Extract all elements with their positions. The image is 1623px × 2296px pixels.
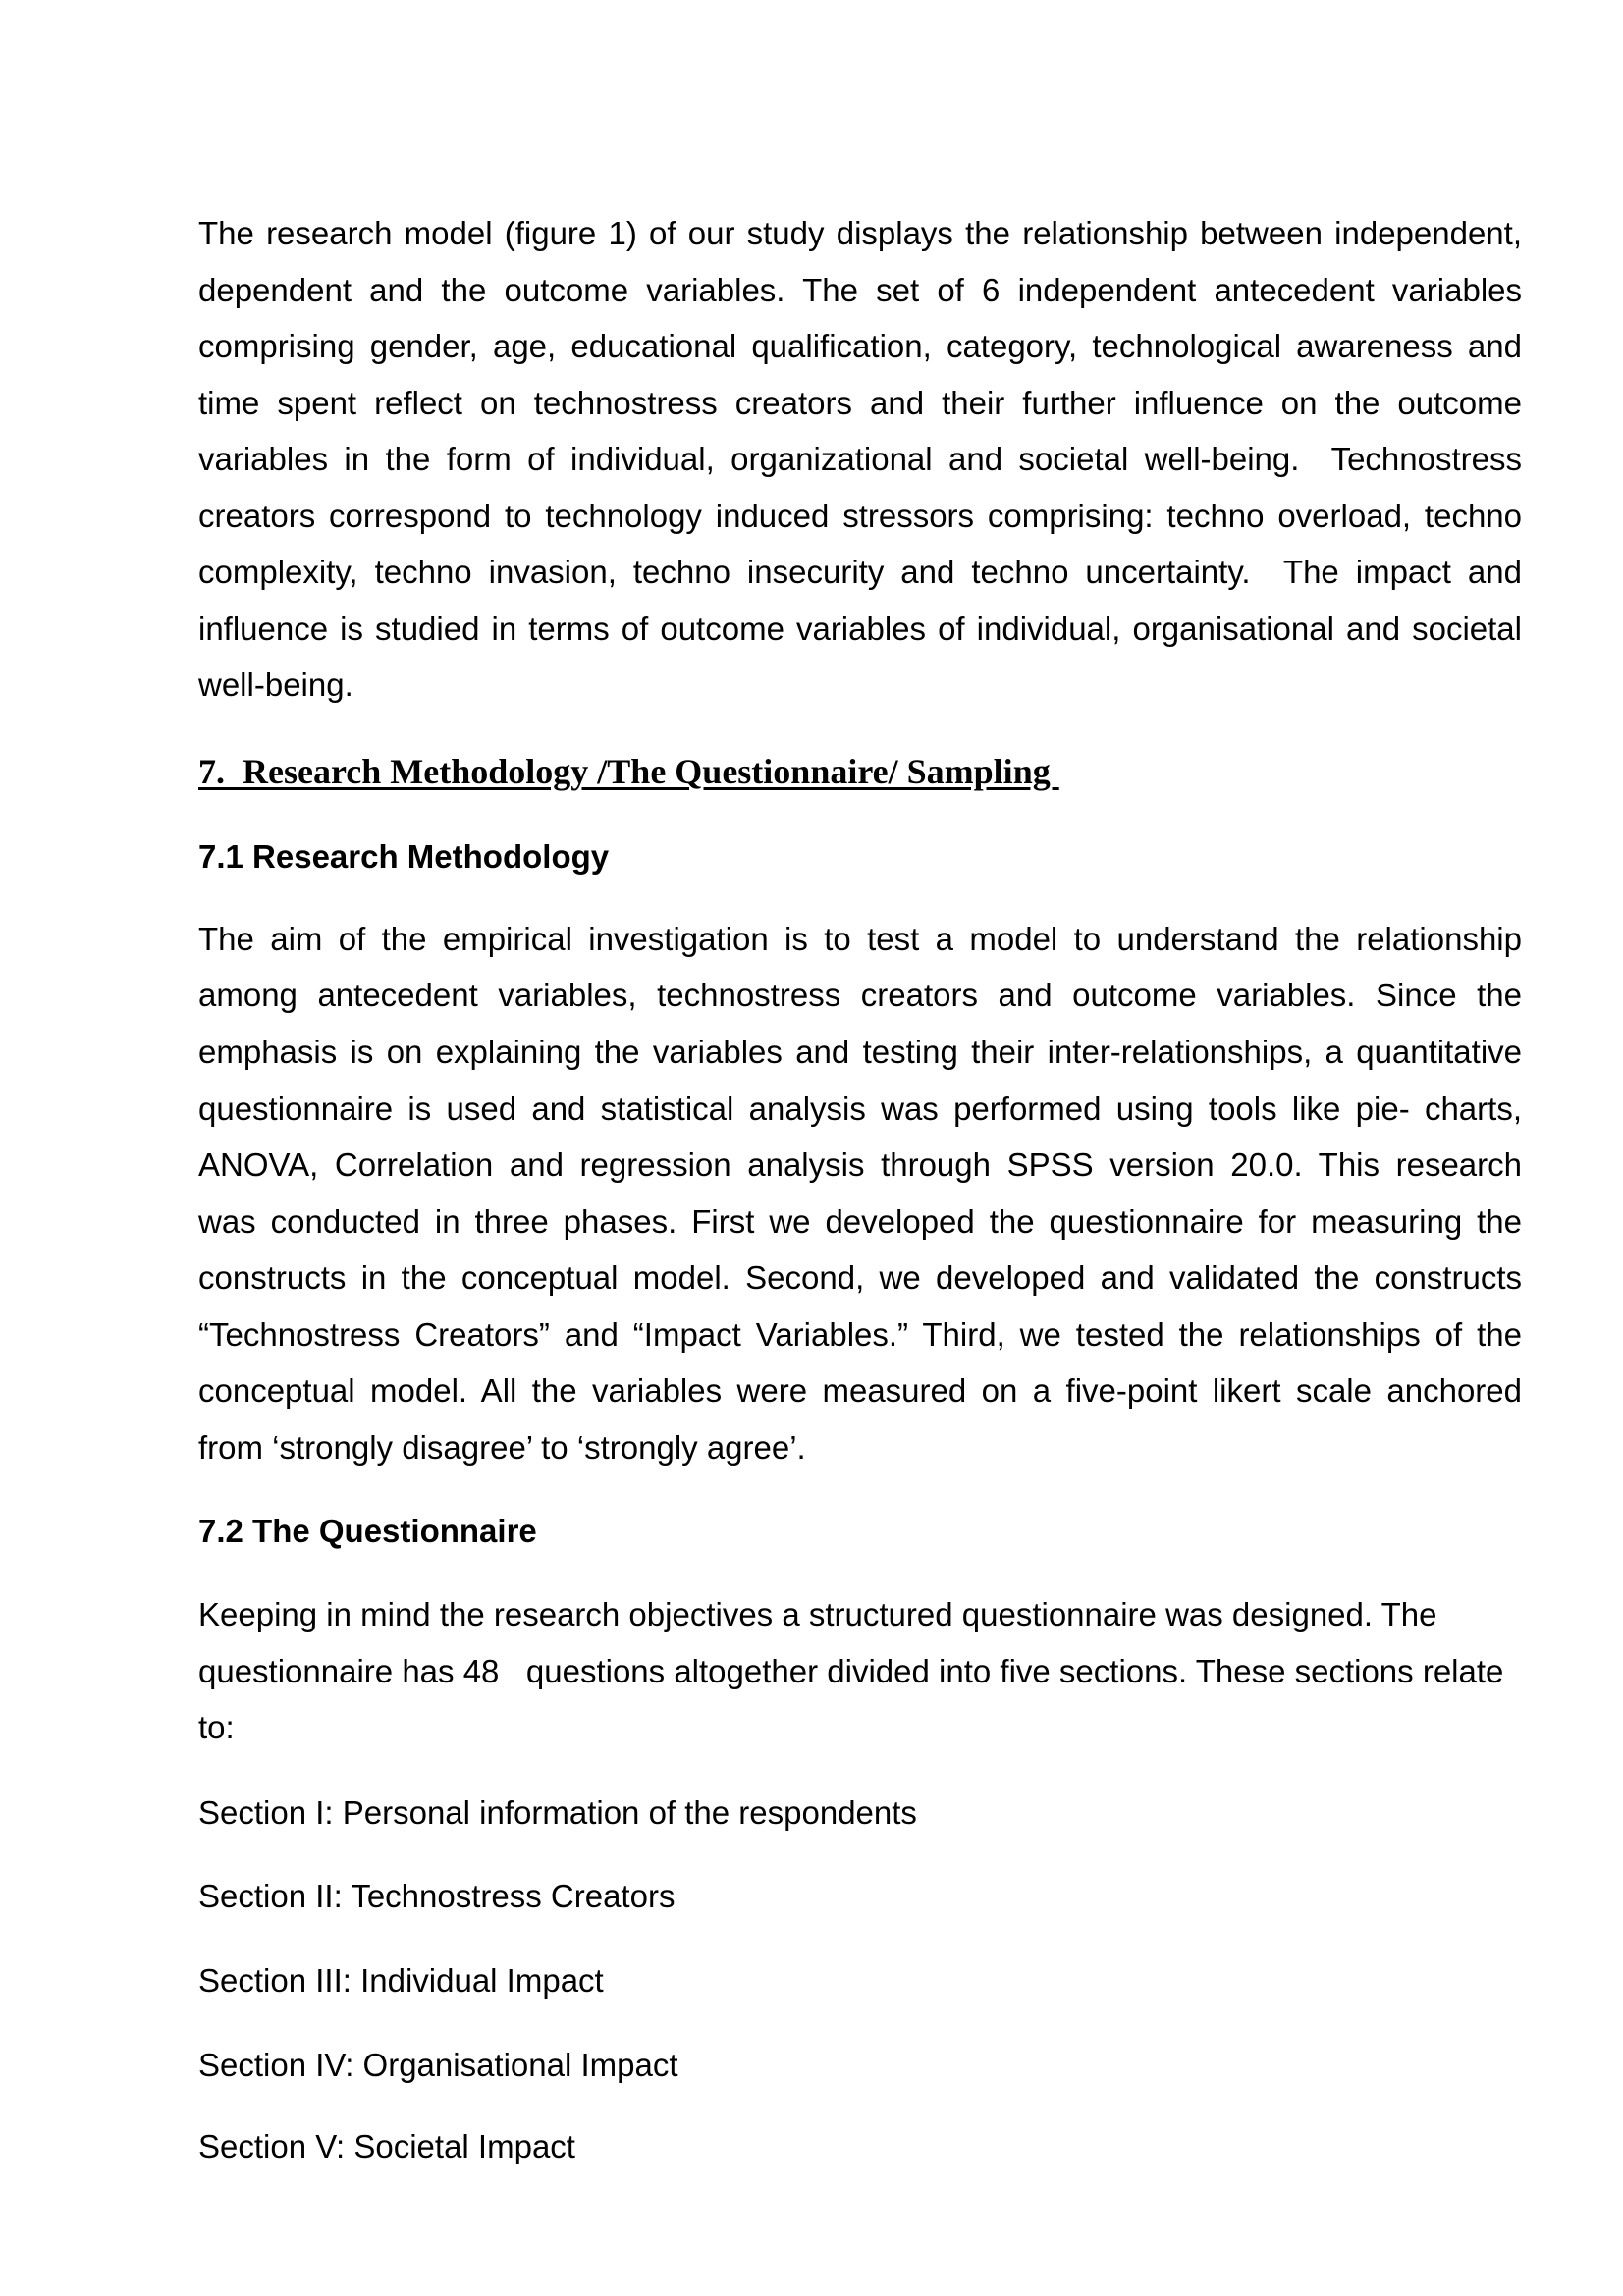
paragraph-line: constructs in the conceptual model. Second, we developed and validated the constructs — [198, 1259, 1522, 1296]
paragraph-line: variables in the form of individual, organizational and societal well-being. Technostress — [198, 441, 1522, 477]
paragraph-line: was conducted in three phases. First we developed the questionnaire for measuring the — [198, 1203, 1522, 1240]
paragraph-line: from ‘strongly disagree’ to ‘strongly agree’. — [198, 1429, 806, 1466]
paragraph-line: ANOVA, Correlation and regression analysis through SPSS version 20.0. This research — [198, 1147, 1522, 1183]
paragraph-line: among antecedent variables, technostress creators and outcome variables. Since the — [198, 977, 1522, 1013]
list-item: Section IV: Organisational Impact — [198, 2047, 678, 2083]
paragraph-line: emphasis is on explaining the variables and testing their inter-relationships, a quantitative — [198, 1034, 1522, 1070]
paragraph-line: well-being. — [198, 667, 353, 703]
paragraph-line: creators correspond to technology induced stressors comprising: techno overload, techno — [198, 498, 1522, 534]
paragraph-line: The research model (figure 1) of our study displays the relationship between independent, — [198, 215, 1522, 251]
paragraph-line: Keeping in mind the research objectives a structured questionnaire was designed. The — [198, 1596, 1437, 1632]
list-item: Section III: Individual Impact — [198, 1962, 604, 1999]
paragraph-line: “Technostress Creators” and “Impact Variables.” Third, we tested the relationships of the — [198, 1316, 1522, 1353]
list-item: Section V: Societal Impact — [198, 2128, 575, 2164]
paragraph-line: conceptual model. All the variables were measured on a five-point likert scale anchored — [198, 1372, 1522, 1409]
paragraph-line: questionnaire has 48 questions altogether divided into five sections. These sections relate — [198, 1653, 1504, 1689]
paragraph-line: complexity, techno invasion, techno insecurity and techno uncertainty. The impact and — [198, 554, 1522, 590]
paragraph-line: to: — [198, 1709, 235, 1745]
paragraph-line: questionnaire is used and statistical analysis was performed using tools like pie- charts, — [198, 1091, 1522, 1127]
paragraph-line: dependent and the outcome variables. The set of 6 independent antecedent variables — [198, 272, 1522, 308]
list-item: Section I: Personal information of the respondents — [198, 1794, 917, 1831]
paragraph-line: time spent reflect on technostress creators and their further influence on the outcome — [198, 385, 1522, 421]
subsection-heading-questionnaire: 7.2 The Questionnaire — [198, 1513, 537, 1549]
section-heading: 7. Research Methodology /The Questionnaire/ Sampling — [198, 752, 1059, 791]
paragraph-line: The aim of the empirical investigation is to test a model to understand the relationship — [198, 921, 1522, 957]
list-item: Section II: Technostress Creators — [198, 1878, 676, 1914]
subsection-heading-research-methodology: 7.1 Research Methodology — [198, 838, 610, 875]
paragraph-line: influence is studied in terms of outcome variables of individual, organisational and societal — [198, 611, 1522, 647]
paragraph-line: comprising gender, age, educational qualification, category, technological awareness and — [198, 328, 1522, 364]
